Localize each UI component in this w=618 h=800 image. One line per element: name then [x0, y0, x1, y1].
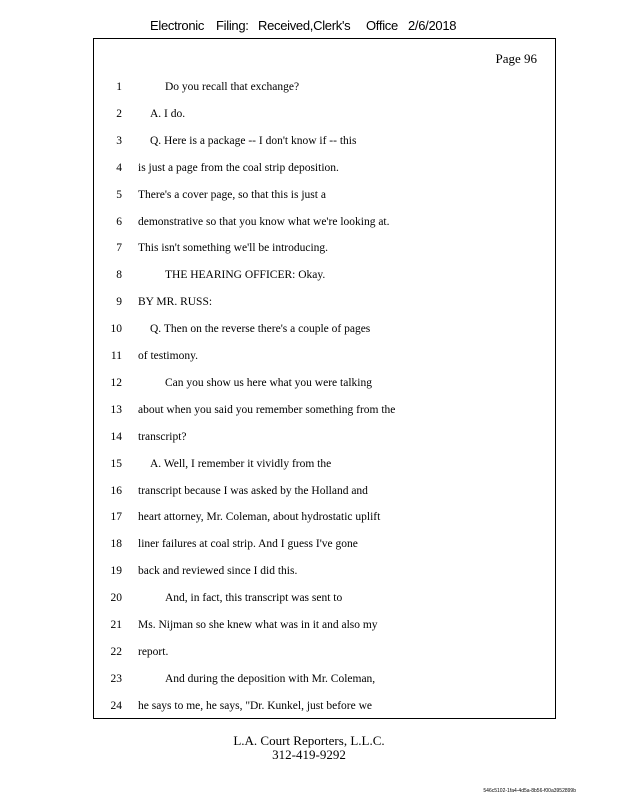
transcript-line [94, 216, 554, 234]
transcript-line [94, 242, 554, 260]
line-text: is just a page from the coal strip deposition. [138, 161, 339, 174]
transcript-line [94, 189, 554, 207]
line-text: Q. Here is a package -- I don't know if -- this [150, 134, 357, 147]
transcript-line [94, 323, 554, 341]
filing-header-received: Received,Clerk's [258, 18, 351, 33]
line-number: 12 [110, 376, 122, 389]
transcript-line [94, 108, 554, 126]
line-text: THE HEARING OFFICER: Okay. [165, 269, 326, 282]
page-number: Page 96 [495, 51, 537, 66]
court-reporter-name: L.A. Court Reporters, L.L.C. [233, 733, 385, 748]
line-number: 11 [110, 350, 122, 362]
line-number: 16 [110, 484, 122, 497]
line-text: Ms. Nijman so she knew what was in it and also my [138, 619, 378, 631]
line-number: 5 [116, 188, 122, 201]
line-text: This isn't something we'll be introducing. [138, 242, 329, 255]
line-text: liner failures at coal strip. And I guess I've gone [138, 538, 358, 551]
line-text: back and reviewed since I did this. [138, 565, 298, 578]
transcript-line [94, 431, 554, 449]
transcript-line [94, 700, 554, 718]
line-text: Do you recall that exchange? [165, 81, 300, 93]
transcript-line [94, 377, 554, 395]
line-number: 10 [110, 323, 122, 336]
line-text: report. [138, 645, 169, 658]
line-text: transcript because I was asked by the Holland and [138, 484, 368, 497]
line-number: 13 [110, 403, 122, 416]
line-number: 2 [116, 107, 122, 120]
transcript-line [94, 538, 554, 556]
line-text: A. I do. [150, 107, 186, 120]
line-number: 8 [116, 269, 122, 282]
line-number: 21 [110, 619, 122, 631]
transcript-line [94, 296, 554, 314]
transcript-line [94, 269, 554, 287]
transcript-line [94, 646, 554, 664]
line-number: 18 [110, 538, 122, 551]
line-text: BY MR. RUSS: [138, 296, 213, 309]
electronic-filing-header [0, 18, 618, 38]
line-text: Q. Then on the reverse there's a couple of pages [150, 323, 371, 336]
document-hash: 546c5102-1fa4-4d5a-8b56-f00a3952899b [483, 788, 576, 794]
transcript-line [94, 485, 554, 503]
transcript-line [94, 162, 554, 180]
line-number: 17 [110, 511, 122, 524]
line-number: 7 [116, 242, 122, 255]
line-text: And during the deposition with Mr. Coleman, [165, 672, 376, 685]
line-text: There's a cover page, so that this is just a [138, 188, 326, 201]
filing-header-office: Office [366, 18, 398, 33]
line-number: 14 [110, 430, 122, 443]
line-number: 1 [116, 81, 122, 93]
court-reporter-phone: 312-419-9292 [272, 747, 346, 762]
transcript-line [94, 81, 554, 99]
line-text: heart attorney, Mr. Coleman, about hydrostatic uplift [138, 511, 381, 524]
transcript-line [94, 350, 554, 368]
transcript-line [94, 619, 554, 637]
line-number: 9 [116, 296, 122, 309]
line-text: And, in fact, this transcript was sent to [165, 592, 343, 605]
line-number: 4 [116, 161, 122, 174]
line-text: A. Well, I remember it vividly from the [150, 457, 332, 470]
transcript-line [94, 458, 554, 476]
line-number: 22 [110, 645, 122, 658]
transcript-line [94, 511, 554, 529]
transcript-page-frame [93, 38, 556, 719]
line-text: about when you said you remember something from the [138, 403, 396, 416]
transcript-line [94, 135, 554, 153]
line-number: 23 [110, 672, 122, 685]
filing-header-date: 2/6/2018 [408, 18, 457, 33]
line-number: 24 [110, 699, 122, 712]
line-number: 6 [116, 215, 122, 228]
filing-header-electronic: Electronic [150, 18, 205, 33]
filing-header-filing: Filing: [216, 18, 249, 33]
line-text: of testimony. [138, 350, 198, 362]
transcript-line [94, 565, 554, 583]
transcript-line [94, 404, 554, 422]
line-text: he says to me, he says, "Dr. Kunkel, just before we [138, 699, 373, 712]
line-text: demonstrative so that you know what we're looking at. [138, 215, 390, 228]
line-number: 19 [110, 565, 122, 578]
line-number: 15 [110, 457, 122, 470]
line-number: 3 [116, 134, 122, 147]
line-number: 20 [110, 592, 122, 605]
transcript-line [94, 673, 554, 691]
transcript-line [94, 592, 554, 610]
line-text: Can you show us here what you were talking [165, 376, 372, 389]
line-text: transcript? [138, 430, 187, 443]
